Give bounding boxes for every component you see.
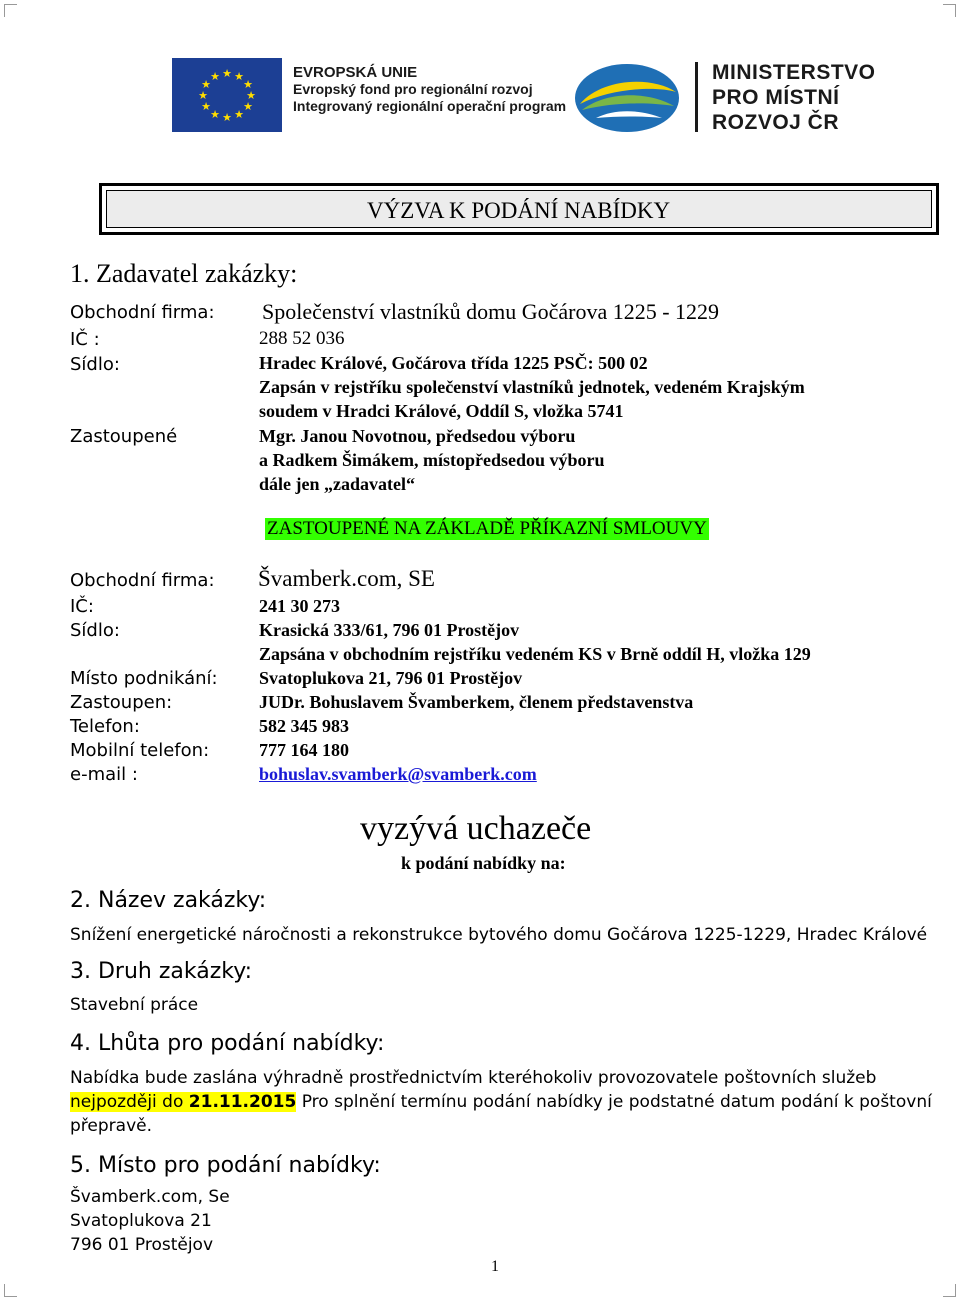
svg-text:★: ★ (243, 100, 253, 113)
svg-text:★: ★ (234, 108, 244, 121)
page-title: VÝZVA K PODÁNÍ NABÍDKY (367, 198, 671, 223)
section-2-heading: 2. Název zakázky: (70, 888, 267, 913)
mobile-label: Mobilní telefon: (70, 740, 210, 761)
eu-line-1: EVROPSKÁ UNIE (293, 64, 418, 81)
svg-text:★: ★ (222, 67, 232, 80)
mandate-seat-value: Krasická 333/61, 796 01 Prostějov (259, 620, 520, 640)
section-4-line-2 (70, 1092, 932, 1112)
represented-line-3: dále jen „zadavatel“ (259, 474, 415, 494)
represented-line-2: a Radkem Šimákem, místopředsedou výboru (259, 450, 605, 470)
svg-text:★: ★ (246, 89, 256, 102)
ic-label: IČ : (70, 329, 100, 350)
section-5-heading: 5. Místo pro podání nabídky: (70, 1153, 381, 1178)
mandate-ic-value: 241 30 273 (259, 596, 340, 616)
ministry-logo (572, 58, 682, 136)
deadline-rest: Pro splnění termínu podání nabídky je podstatné datum podání k poštovní (296, 1092, 932, 1112)
ministry-line-2: PRO MÍSTNÍ (712, 86, 840, 109)
section-5-line-1: Švamberk.com, Se (70, 1187, 230, 1207)
section-4-line-1: Nabídka bude zaslána výhradně prostřednictvím kteréhokoliv provozovatele poštovních služeb (70, 1068, 877, 1088)
corner-mark (4, 1284, 17, 1297)
mandate-ic-label: IČ: (70, 596, 94, 617)
seat-value: Hradec Králové, Gočárova třída 1225 PSČ: 500 02 (259, 353, 648, 373)
ministry-text-block (712, 60, 876, 135)
svg-text:★: ★ (222, 111, 232, 124)
business-value: Svatoplukova 21, 796 01 Prostějov (259, 668, 523, 688)
svg-text:★: ★ (210, 70, 220, 83)
phone-label: Telefon: (70, 716, 140, 737)
phone-value: 582 345 983 (259, 716, 349, 736)
ic-value: 288 52 036 (259, 328, 345, 349)
register-line-2: soudem v Hradci Králové, Oddíl S, vložka 5741 (259, 401, 624, 421)
svg-text:★: ★ (201, 100, 211, 113)
section-3-heading: 3. Druh zakázky: (70, 959, 253, 984)
invite-heading: vyzývá uchazeče (360, 810, 592, 847)
corner-mark (4, 4, 17, 17)
mandate-heading: ZASTOUPENÉ NA ZÁKLADĚ PŘÍKAZNÍ SMLOUVY (267, 518, 707, 539)
section-2-text: Snížení energetické náročnosti a rekonstrukce bytového domu Gočárova 1225-1229, Hradec Králové (70, 925, 928, 945)
business-label: Místo podnikání: (70, 668, 218, 689)
title-box-inner (106, 190, 932, 228)
section-4-line-3: přepravě. (70, 1116, 152, 1136)
eu-flag-logo (172, 58, 282, 132)
mandate-company-value: Švamberk.com, SE (258, 566, 435, 591)
mandate-seat-label: Sídlo: (70, 620, 120, 641)
rep-label: Zastoupen: (70, 692, 173, 713)
page-number: 1 (491, 1258, 499, 1275)
deadline-prefix: nejpozději do (70, 1092, 189, 1112)
section-3-text: Stavební práce (70, 995, 199, 1015)
svg-text:★: ★ (243, 78, 253, 91)
section-5-line-2: Svatoplukova 21 (70, 1211, 212, 1231)
register-line-1: Zapsán v rejstříku společenství vlastníků jednotek, vedeném Krajským (259, 377, 805, 397)
company-label: Obchodní firma: (70, 302, 215, 323)
mandate-company-label: Obchodní firma: (70, 570, 215, 591)
ministry-line-1: MINISTERSTVO (712, 61, 876, 84)
svg-text:★: ★ (201, 78, 211, 91)
mobile-value: 777 164 180 (259, 740, 349, 760)
email-label: e-mail : (70, 764, 138, 785)
eu-line-2: Evropský fond pro regionální rozvoj (293, 81, 533, 97)
section-1-heading: 1. Zadavatel zakázky: (70, 259, 298, 288)
company-value: Společenství vlastníků domu Gočárova 1225 - 1229 (262, 299, 720, 324)
represented-label: Zastoupené (70, 426, 178, 447)
invite-subheading: k podání nabídky na: (401, 853, 566, 873)
corner-mark (943, 1284, 956, 1297)
ministry-line-3: ROZVOJ ČR (712, 111, 840, 134)
mandate-register-line: Zapsána v obchodním rejstříku vedeném KS v Brně oddíl H, vložka 129 (259, 644, 811, 664)
section-5-line-3: 796 01 Prostějov (70, 1235, 214, 1255)
eu-text-block (293, 64, 566, 115)
svg-text:★: ★ (198, 89, 208, 102)
represented-line-1: Mgr. Janou Novotnou, předsedou výboru (259, 426, 576, 446)
corner-mark (943, 4, 956, 17)
title-box (99, 183, 939, 235)
deadline-date: 21.11.2015 (188, 1092, 297, 1112)
seat-label: Sídlo: (70, 354, 120, 375)
email-link[interactable]: bohuslav.svamberk@svamberk.com (259, 764, 537, 784)
section-4-heading: 4. Lhůta pro podání nabídky: (70, 1031, 385, 1056)
svg-text:★: ★ (210, 108, 220, 121)
svg-text:★: ★ (234, 70, 244, 83)
eu-line-3: Integrovaný regionální operační program (293, 98, 567, 114)
rep-value: JUDr. Bohuslavem Švamberkem, členem představenstva (259, 692, 694, 712)
logo-divider (695, 62, 698, 132)
